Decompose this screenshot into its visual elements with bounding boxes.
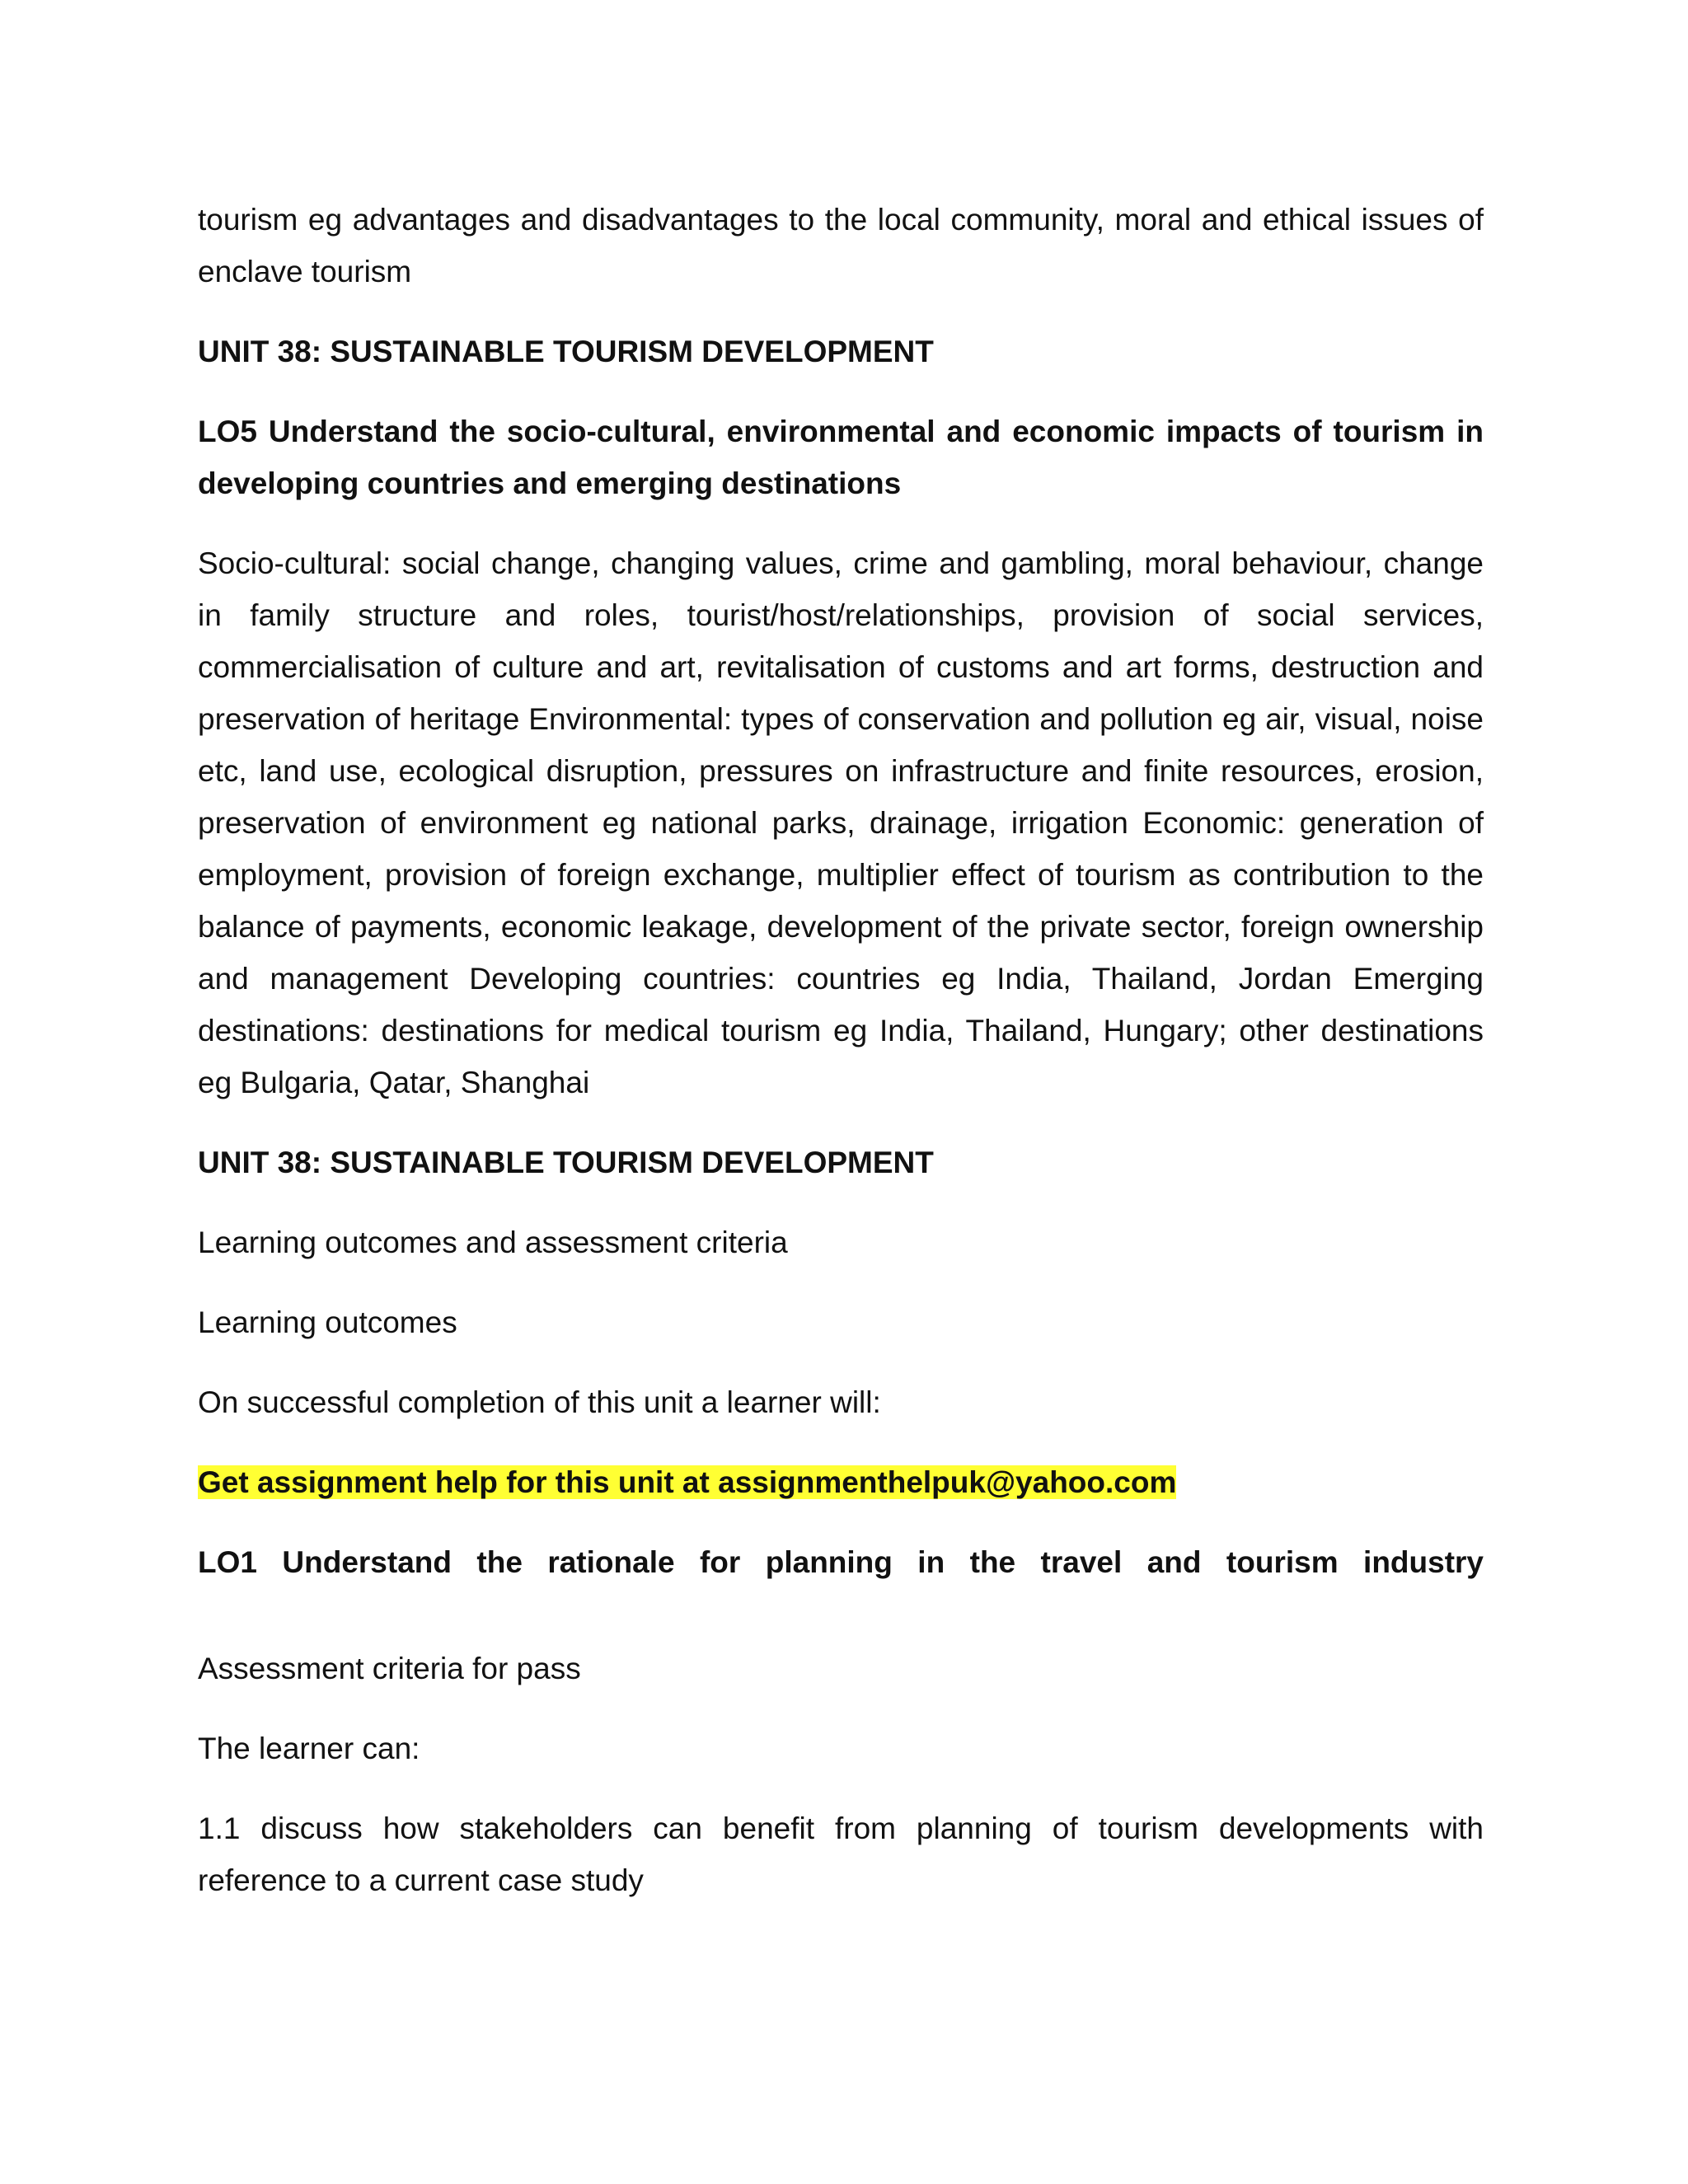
learning-outcomes-paragraph: Learning outcomes <box>198 1305 457 1339</box>
lo1-heading: LO1 Understand the rationale for planning in the travel and tourism industry <box>198 1545 1484 1579</box>
unit-heading: UNIT 38: SUSTAINABLE TOURISM DEVELOPMENT <box>198 335 934 368</box>
socio-cultural-paragraph: Socio-cultural: social change, changing values, crime and gambling, moral behaviour, change in family structure and roles, tourist/host/relationships, provision of social services, commercialisation of culture and art, revitalisation of customs and art forms, destruction and preservation of heritage Environmental: types of conservation and pollution eg air, visual, noise etc, land use, ecological disruption, pressures on infrastructure and finite resources, erosion, preservation of environment eg national parks, drainage, irrigation Economic: generation of employment, provision of foreign exchange, multiplier effect of tourism as contribution to the balance of payments, economic leakage, development of the private sector, foreign ownership and management Developing countries: countries eg India, Thailand, Jordan Emerging destinations: destinations for medical tourism eg India, Thailand, Hungary; other destinations eg Bulgaria, Qatar, Shanghai <box>198 546 1484 1099</box>
intro-paragraph: tourism eg advantages and disadvantages to the local community, moral and ethical issues of enclave tourism <box>198 203 1484 288</box>
lo5-heading: LO5 Understand the socio-cultural, environmental and economic impacts of tourism in developing countries and emerging destinations <box>198 415 1484 500</box>
promo-highlight-text: Get assignment help for this unit at assignmenthelpuk@yahoo.com <box>198 1465 1177 1499</box>
assessment-criteria-paragraph: Assessment criteria for pass <box>198 1652 581 1685</box>
lo-and-ac-paragraph: Learning outcomes and assessment criteria <box>198 1226 788 1259</box>
learner-can-paragraph: The learner can: <box>198 1732 420 1765</box>
criterion-1-1-paragraph: 1.1 discuss how stakeholders can benefit from planning of tourism developments with reference to a current case study <box>198 1811 1484 1897</box>
on-completion-paragraph: On successful completion of this unit a learner will: <box>198 1385 881 1419</box>
unit-heading-repeat: UNIT 38: SUSTAINABLE TOURISM DEVELOPMENT <box>198 1146 934 1179</box>
document-body <box>198 194 1484 1934</box>
promo-paragraph <box>198 1456 1484 1508</box>
